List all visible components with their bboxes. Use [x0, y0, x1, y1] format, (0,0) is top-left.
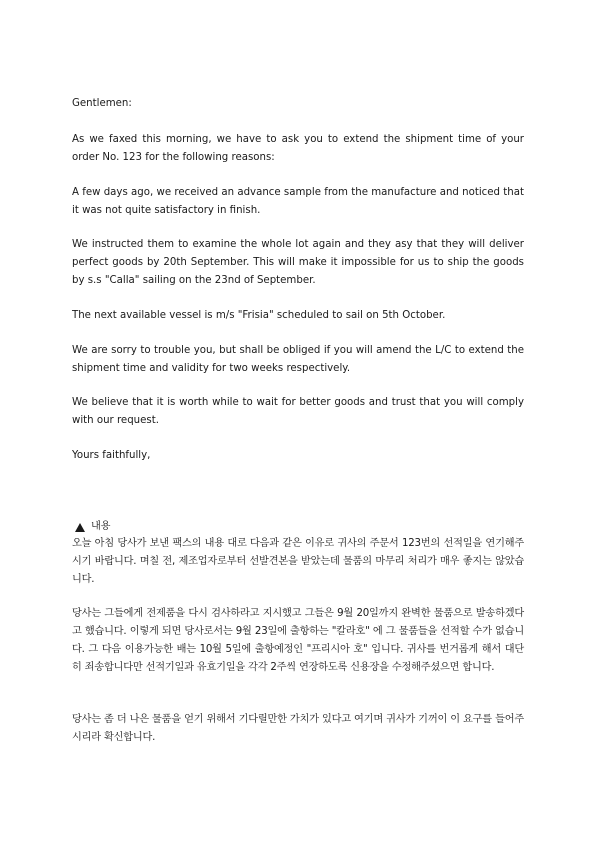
summary-paragraph-2 — [72, 605, 524, 677]
paragraph-lc-amendment — [72, 342, 524, 378]
closing: Yours faithfully, — [72, 450, 151, 461]
paragraph-text: 오늘 아침 당사가 보낸 팩스의 내용 대로 다음과 같은 이유로 귀사의 주문서 123번의 선적일을 연기해주시기 바랍니다. 며칠 전, 제조업자로부터 선발견본을 받았는데 물품의 마무리 처리가 매우 좋지는 않았습니다. — [72, 538, 524, 585]
summary-heading-label: 내용 — [91, 521, 111, 532]
paragraph-sample-issue — [72, 184, 524, 220]
paragraph-text: We are sorry to trouble you, but shall be obliged if you will amend the L/C to extend the shipment time and validity for two weeks respectively. — [72, 345, 524, 374]
paragraph-extension-request — [72, 131, 524, 167]
summary-heading — [72, 518, 524, 536]
paragraph-text: A few days ago, we received an advance sample from the manufacture and noticed that it was not quite satisfactory in finish. — [72, 187, 524, 216]
paragraph-text: The next available vessel is m/s "Frisia" scheduled to sail on 5th October. — [72, 310, 446, 321]
paragraph-text: We instructed them to examine the whole lot again and they asy that they will deliver perfect goods by 20th September. This will make it impossible for us to ship the goods by s.s "Calla" sailing on the 23nd of September. — [72, 239, 524, 286]
paragraph-text: 당사는 좀 더 나은 물품을 얻기 위해서 기다릴만한 가치가 있다고 여기며 귀사가 기꺼이 이 요구를 들어주시리라 확신합니다. — [72, 714, 524, 743]
paragraph-text: As we faxed this morning, we have to ask you to extend the shipment time of your order No. 123 for the following reasons: — [72, 134, 524, 163]
paragraph-next-vessel — [72, 307, 524, 325]
salutation: Gentlemen: — [72, 98, 132, 109]
paragraph-closing-request — [72, 394, 524, 430]
paragraph-text: We believe that it is worth while to wait for better goods and trust that you will comply with our request. — [72, 397, 524, 426]
summary-paragraph-3 — [72, 711, 524, 747]
triangle-icon — [75, 523, 85, 532]
summary-paragraph-1 — [72, 535, 524, 589]
paragraph-text: 당사는 그들에게 전제품을 다시 검사하라고 지시했고 그들은 9월 20일까지 완벽한 물품으로 발송하겠다고 했습니다. 이렇게 되면 당사로서는 9월 23일에 출항하는 "칼라호" 에 그 물품들을 선적할 수가 없습니다. 그 다음 이용가능한 배는 10월 5일에 출항예정인 "프리시아 호" 입니다. 귀사를 번거롭게 해서 대단히 죄송합니다만 선적기일과 유효기일을 각각 2주씩 연장하도록 신용장을 수정해주셨으면 합니다. — [72, 608, 524, 673]
paragraph-instruction — [72, 236, 524, 290]
